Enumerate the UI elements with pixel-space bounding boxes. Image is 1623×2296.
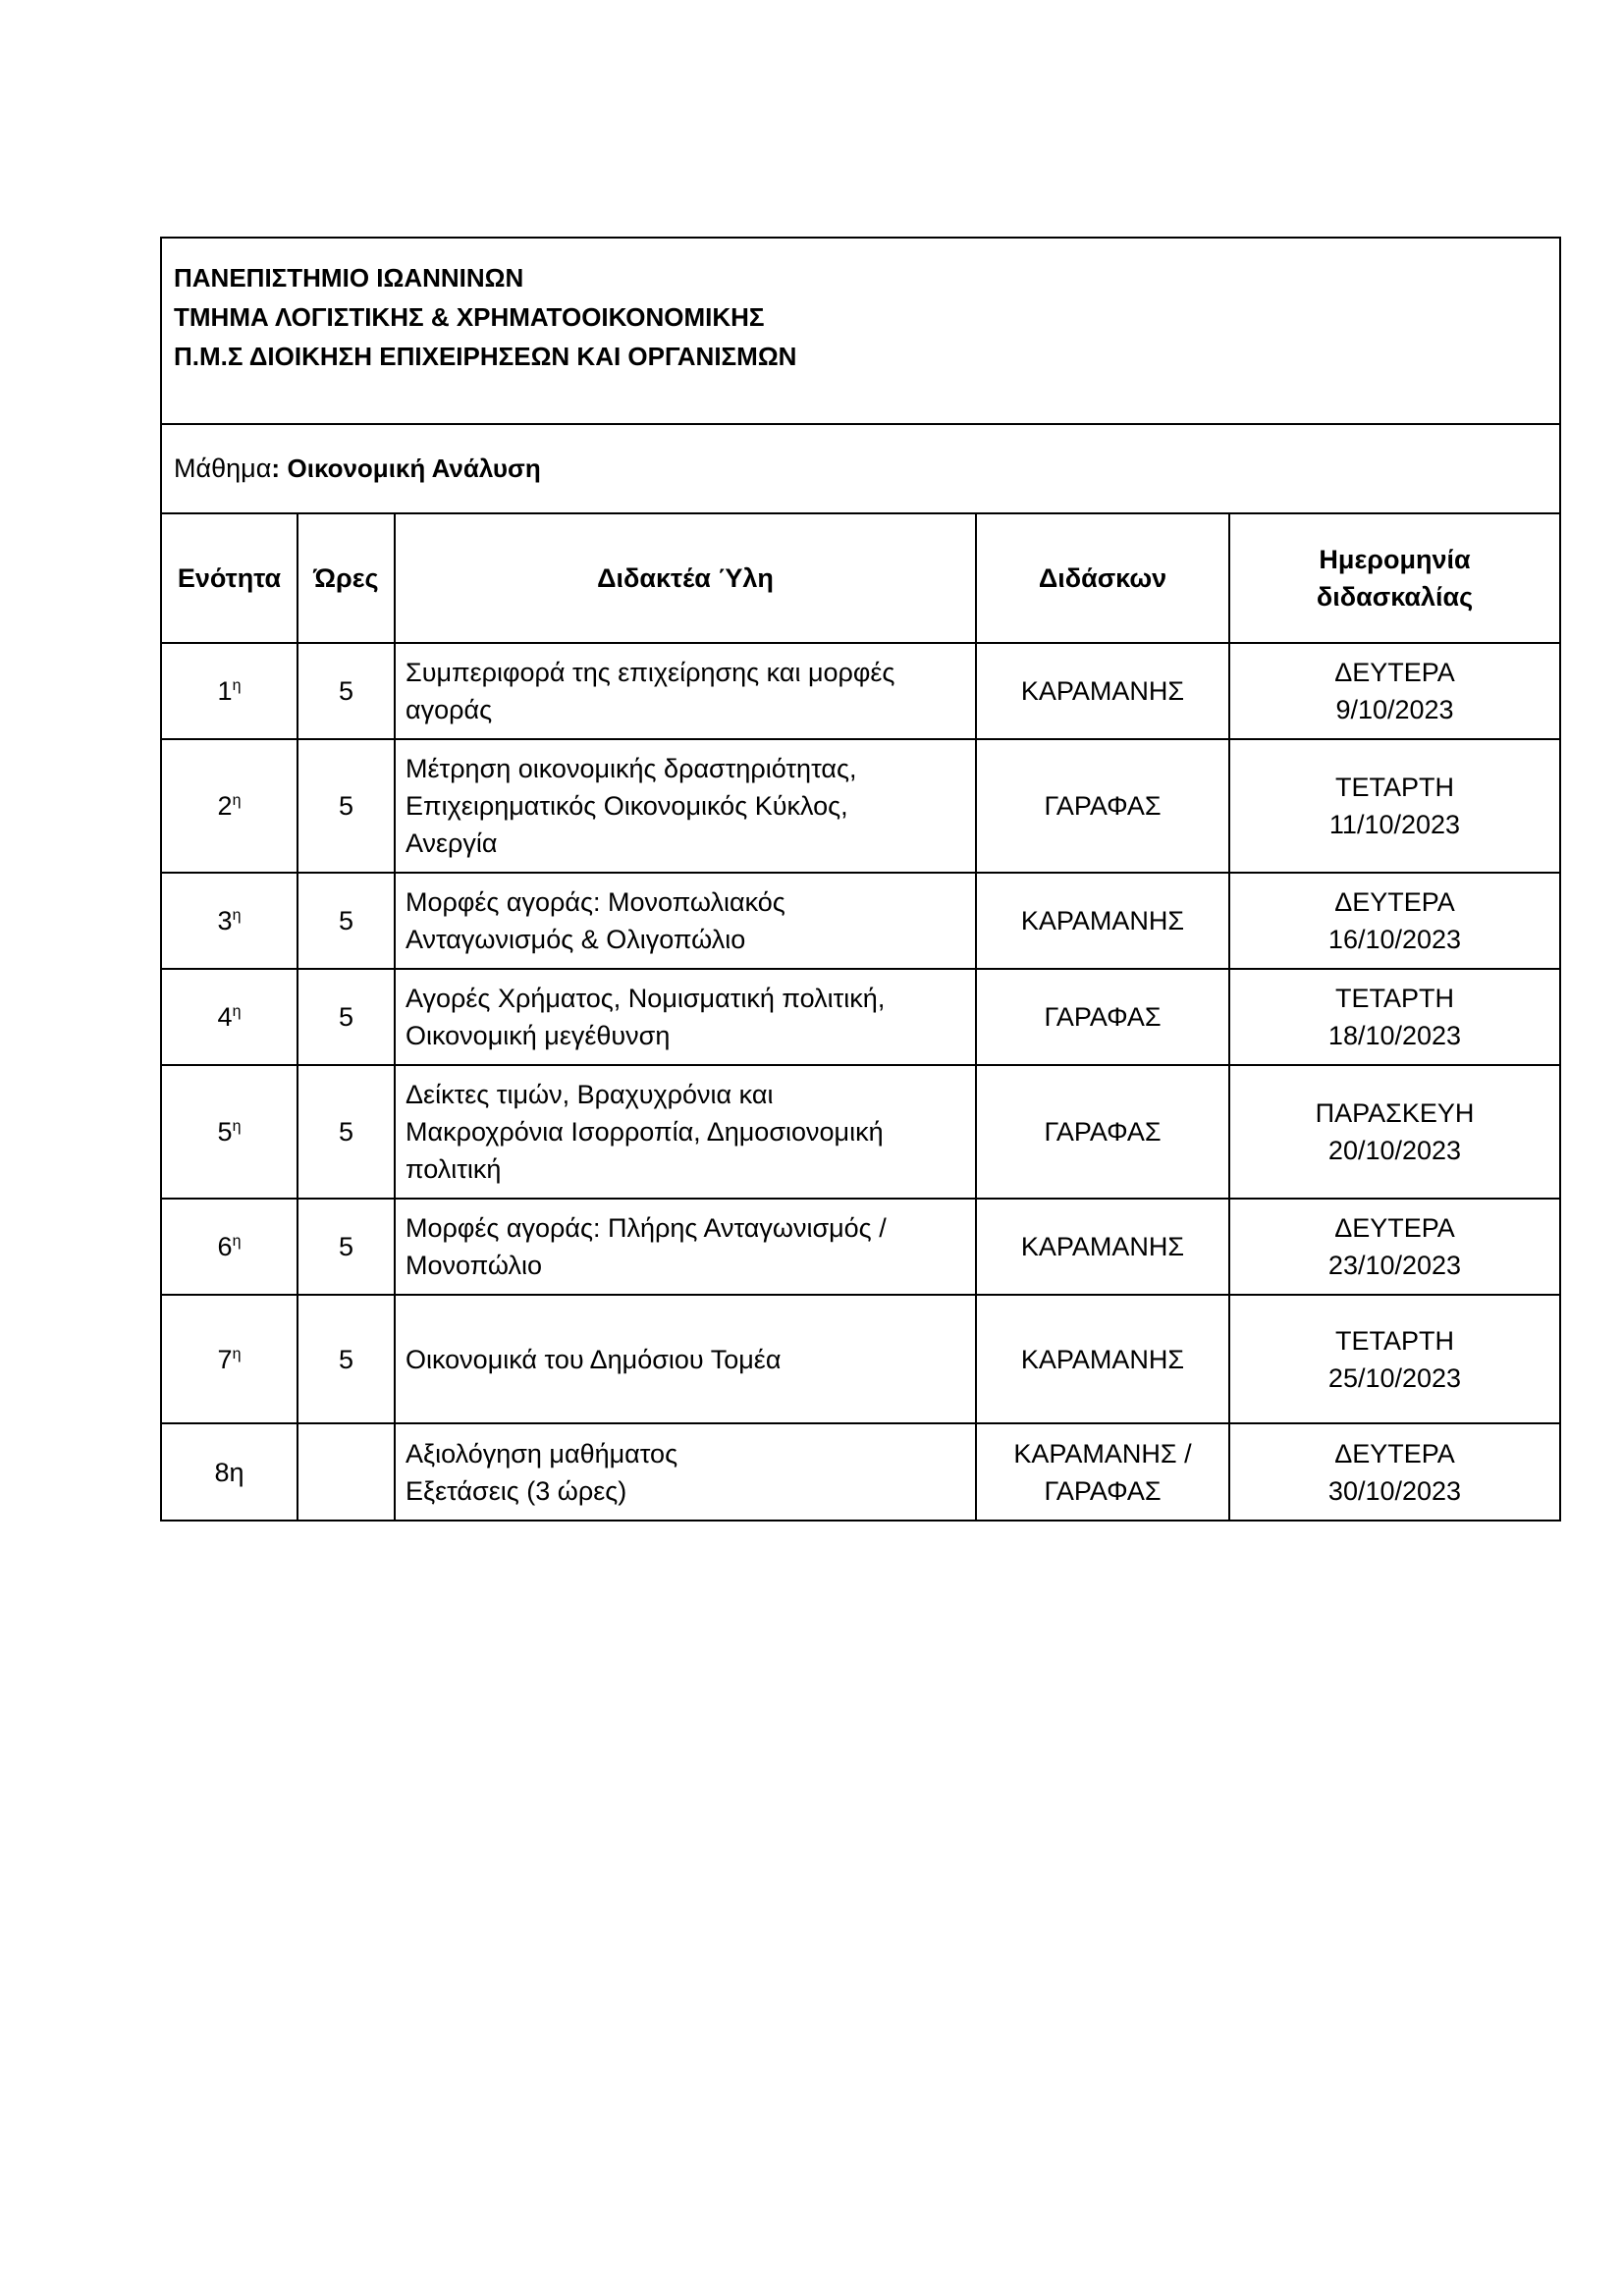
unit-cell: $7^\eta$ — [162, 1295, 298, 1423]
date-cell: ΤΕΤΑΡΤΗ 18/10/2023 — [1229, 969, 1559, 1065]
teacher-cell: ΚΑΡΑΜΑΝΗΣ — [976, 1295, 1229, 1423]
date-cell: ΤΕΤΑΡΤΗ 11/10/2023 — [1229, 739, 1559, 873]
program-name: Π.Μ.Σ ΔΙΟΙΚΗΣΗ ΕΠΙΧΕΙΡΗΣΕΩΝ ΚΑΙ ΟΡΓΑΝΙΣΜΩΝ — [174, 342, 797, 371]
topic-cell: Αγορές Χρήματος, Νομισματική πολιτική, Οικονομική μεγέθυνση — [395, 969, 976, 1065]
course-label-separator: : — [271, 454, 280, 483]
teacher-cell: ΚΑΡΑΜΑΝΗΣ — [976, 1199, 1229, 1295]
topic-cell: Αξιολόγηση μαθήματος Εξετάσεις (3 ώρες) — [395, 1423, 976, 1520]
unit-cell: $6^\eta$ — [162, 1199, 298, 1295]
topic-cell: Οικονομικά του Δημόσιου Τομέα — [395, 1295, 976, 1423]
course-schedule-document — [160, 237, 1561, 1522]
teacher-cell: ΓΑΡΑΦΑΣ — [976, 739, 1229, 873]
hours-cell: 5 — [298, 643, 395, 739]
course-name: Οικονομική Ανάλυση — [287, 454, 541, 483]
table-row — [162, 873, 1559, 969]
date-cell: ΔΕΥΤΕΡΑ 23/10/2023 — [1229, 1199, 1559, 1295]
column-header-teacher: Διδάσκων — [976, 514, 1229, 643]
table-row — [162, 1065, 1559, 1199]
teacher-cell: ΓΑΡΑΦΑΣ — [976, 1065, 1229, 1199]
topic-cell: Δείκτες τιμών, Βραχυχρόνια και Μακροχρόνια Ισορροπία, Δημοσιονομική πολιτική — [395, 1065, 976, 1199]
institution-header — [162, 239, 1559, 425]
hours-cell: 5 — [298, 969, 395, 1065]
column-header-hours: Ώρες — [298, 514, 395, 643]
table-row — [162, 1295, 1559, 1423]
date-cell: ΔΕΥΤΕΡΑ 9/10/2023 — [1229, 643, 1559, 739]
table-header-row — [162, 514, 1559, 643]
date-cell: ΠΑΡΑΣΚΕΥΗ 20/10/2023 — [1229, 1065, 1559, 1199]
hours-cell: 5 — [298, 1065, 395, 1199]
date-cell: ΔΕΥΤΕΡΑ 30/10/2023 — [1229, 1423, 1559, 1520]
column-header-date: Ημερομηνία διδασκαλίας — [1229, 514, 1559, 643]
university-name: ΠΑΝΕΠΙΣΤΗΜΙΟ ΙΩΑΝΝΙΝΩΝ — [174, 263, 524, 293]
table-row — [162, 643, 1559, 739]
topic-cell: Μορφές αγοράς: Μονοπωλιακός Ανταγωνισμός & Ολιγοπώλιο — [395, 873, 976, 969]
teacher-cell: ΚΑΡΑΜΑΝΗΣ — [976, 873, 1229, 969]
unit-cell: $4^\eta$ — [162, 969, 298, 1065]
schedule-table — [162, 514, 1559, 1520]
course-title-row — [162, 425, 1559, 514]
hours-cell — [298, 1423, 395, 1520]
department-name: ΤΜΗΜΑ ΛΟΓΙΣΤΙΚΗΣ & ΧΡΗΜΑΤΟΟΙΚΟΝΟΜΙΚΗΣ — [174, 302, 765, 332]
teacher-cell: ΚΑΡΑΜΑΝΗΣ — [976, 643, 1229, 739]
table-row — [162, 969, 1559, 1065]
topic-cell: Μορφές αγοράς: Πλήρης Ανταγωνισμός / Μονοπώλιο — [395, 1199, 976, 1295]
hours-cell: 5 — [298, 739, 395, 873]
unit-cell: $2^\eta$ — [162, 739, 298, 873]
table-row — [162, 1423, 1559, 1520]
course-label: Μάθημα — [174, 454, 272, 483]
topic-cell: Συμπεριφορά της επιχείρησης και μορφές αγοράς — [395, 643, 976, 739]
unit-cell: $1^\eta$ — [162, 643, 298, 739]
teacher-cell: ΚΑΡΑΜΑΝΗΣ / ΓΑΡΑΦΑΣ — [976, 1423, 1229, 1520]
hours-cell: 5 — [298, 1199, 395, 1295]
table-row — [162, 739, 1559, 873]
hours-cell: 5 — [298, 873, 395, 969]
topic-cell: Μέτρηση οικονομικής δραστηριότητας, Επιχειρηματικός Οικονομικός Κύκλος, Ανεργία — [395, 739, 976, 873]
date-cell: ΤΕΤΑΡΤΗ 25/10/2023 — [1229, 1295, 1559, 1423]
unit-cell: 8η — [162, 1423, 298, 1520]
hours-cell: 5 — [298, 1295, 395, 1423]
unit-cell: $3^\eta$ — [162, 873, 298, 969]
column-header-topic: Διδακτέα Ύλη — [395, 514, 976, 643]
column-header-unit: Ενότητα — [162, 514, 298, 643]
teacher-cell: ΓΑΡΑΦΑΣ — [976, 969, 1229, 1065]
date-cell: ΔΕΥΤΕΡΑ 16/10/2023 — [1229, 873, 1559, 969]
table-row — [162, 1199, 1559, 1295]
unit-cell: $5^\eta$ — [162, 1065, 298, 1199]
